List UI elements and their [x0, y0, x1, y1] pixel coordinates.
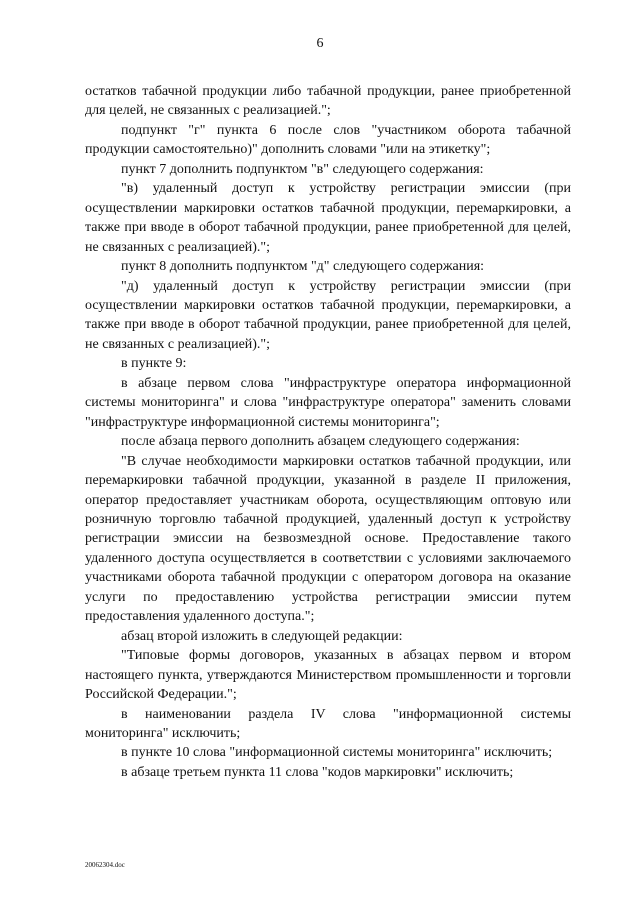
footer-filename: 20062304.doc: [85, 861, 125, 869]
paragraph: абзац второй изложить в следующей редакции:: [121, 628, 403, 644]
paragraph: "Типовые формы договоров, указанных в абзацах первом и втором настоящего пункта, утверждаются Министерством промышленности и торговли Российской Федерации.";: [85, 648, 571, 703]
paragraph: пункт 8 дополнить подпунктом "д" следующего содержания:: [121, 259, 485, 275]
paragraph: "в) удаленный доступ к устройству регистрации эмиссии (при осуществлении маркировки остатков табачной продукции, перемаркировки, а также при вводе в оборот табачной продукции, ранее приобретенной для целей, не связанных с реализацией).";: [85, 181, 571, 255]
paragraph: в пункте 9:: [121, 356, 187, 372]
paragraph: подпункт "г" пункта 6 после слов "участником оборота табачной продукции самостоятельно)" дополнить словами "или на этикетку";: [85, 122, 571, 158]
paragraph: в абзаце первом слова "инфраструктуре оператора информационной системы мониторинга" и слова "инфраструктуре оператора" заменить словами "инфраструктуре информационной системы мониторинга";: [85, 375, 571, 430]
document-body: [85, 82, 571, 782]
paragraph: после абзаца первого дополнить абзацем следующего содержания:: [121, 434, 520, 450]
paragraph: пункт 7 дополнить подпунктом "в" следующего содержания:: [121, 161, 484, 177]
page-number: 6: [316, 36, 324, 51]
paragraph: в наименовании раздела IV слова "информационной системы мониторинга" исключить;: [85, 706, 571, 741]
paragraph: остатков табачной продукции либо табачной продукции, ранее приобретенной для целей, не связанных с реализацией.";: [85, 84, 571, 119]
paragraph: "В случае необходимости маркировки остатков табачной продукции, или перемаркировки табачной продукции, указанной в разделе II приложения, оператор предоставляет участникам оборота, осуществляющим оптовую или розничную торговлю табачной продукцией, удаленный доступ к устройству регистрации эмиссии на безвозмездной основе. Предоставление такого удаленного доступа осуществляется в соответствии с условиями заключаемого участниками оборота табачной продукции с оператором договора на оказание услуги по предоставлению устройства регистрации эмиссии путем предоставления удаленного доступа.";: [85, 453, 571, 625]
paragraph: в абзаце третьем пункта 11 слова "кодов маркировки" исключить;: [121, 764, 514, 780]
paragraph: в пункте 10 слова "информационной системы мониторинга" исключить;: [121, 745, 553, 761]
paragraph: "д) удаленный доступ к устройству регистрации эмиссии (при осуществлении маркировки остатков табачной продукции, перемаркировки, а также при вводе в оборот табачной продукции, ранее приобретенной для целей, не связанных с реализацией).";: [85, 278, 571, 352]
